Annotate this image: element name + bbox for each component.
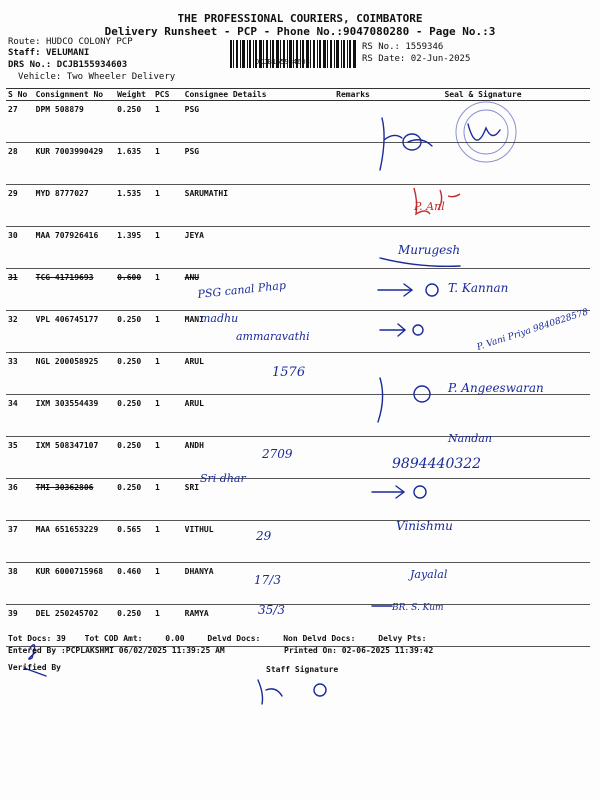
cell-pcs: 1 xyxy=(153,605,183,647)
cell-weight: 0.250 xyxy=(115,353,153,395)
cell-consignee: ARUL xyxy=(183,353,334,395)
tot-cod-label: Tot COD Amt: xyxy=(84,634,143,643)
printed-on: Printed On: 02-06-2025 11:39:42 xyxy=(284,646,434,655)
cell-consignee: DHANYA xyxy=(183,563,334,605)
cell-consignment: NGL 200058925 xyxy=(34,353,115,395)
staff-signature-label: Staff Signature xyxy=(266,665,339,674)
cell-weight: 0.600 xyxy=(115,269,153,311)
cell-weight: 0.250 xyxy=(115,311,153,353)
arrow-mark xyxy=(378,284,412,296)
signature-mark xyxy=(414,486,426,498)
col-sno: S No xyxy=(6,89,34,101)
cell-consignee: SARUMATHI xyxy=(183,185,334,227)
cell-consignment: MYD 8777027 xyxy=(34,185,115,227)
cell-weight: 1.395 xyxy=(115,227,153,269)
vehicle-value: Two Wheeler Delivery xyxy=(66,72,176,82)
cell-sno: 35 xyxy=(6,437,34,479)
cell-sno: 30 xyxy=(6,227,34,269)
signature-mark xyxy=(414,386,430,402)
tot-cod-value: 0.00 xyxy=(165,634,185,643)
hand-r31b: T. Kannan xyxy=(448,281,509,295)
hand-r39b: BR. S. Kum xyxy=(392,603,444,613)
route-label: Route: xyxy=(8,37,41,47)
cell-pcs: 1 xyxy=(153,395,183,437)
hand-r37b: Vinishmu xyxy=(396,519,453,533)
cell-weight: 0.250 xyxy=(115,605,153,647)
seal-stamp xyxy=(456,102,516,162)
hand-r38: 17/3 xyxy=(254,573,281,587)
tot-docs-value: 39 xyxy=(56,634,66,643)
hand-r29: P. Anl xyxy=(414,200,445,213)
staff-label: Staff: xyxy=(8,48,41,58)
cell-pcs: 1 xyxy=(153,101,183,143)
cell-consignee: MANI xyxy=(183,311,334,353)
cell-sno: 31 xyxy=(6,269,34,311)
cell-weight: 0.250 xyxy=(115,395,153,437)
arrow-mark xyxy=(380,324,405,336)
cell-weight: 0.250 xyxy=(115,479,153,521)
hand-r35c: 9894440322 xyxy=(392,456,482,472)
verified-by: Verified By xyxy=(8,663,61,672)
cell-consignment: VPL 406745177 xyxy=(34,311,115,353)
cell-consignee: ANDH xyxy=(183,437,334,479)
hand-r33b: P. Angeeswaran xyxy=(448,381,544,395)
rs-no-label: RS No.: xyxy=(362,42,400,52)
cell-sno: 38 xyxy=(6,563,34,605)
cell-pcs: 1 xyxy=(153,227,183,269)
col-weight: Weight xyxy=(115,89,153,101)
cell-consignment: TMI 30362806 xyxy=(34,479,115,521)
cell-consignee: ARUL xyxy=(183,395,334,437)
cell-pcs: 1 xyxy=(153,143,183,185)
signature-mark xyxy=(426,284,438,296)
cell-weight: 0.460 xyxy=(115,563,153,605)
col-remarks: Remarks xyxy=(334,89,376,101)
cell-pcs: 1 xyxy=(153,353,183,395)
cell-consignment: KUR 6000715968 xyxy=(34,563,115,605)
signature-mark xyxy=(258,680,282,704)
cell-pcs: 1 xyxy=(153,479,183,521)
barcode-number: DCJB155934603 xyxy=(255,58,310,66)
hand-r38b: Jayalal xyxy=(410,568,448,581)
signature-mark xyxy=(413,325,423,335)
cell-weight: 0.250 xyxy=(115,101,153,143)
hand-r35a: Nandan xyxy=(448,432,492,445)
cell-weight: 1.535 xyxy=(115,185,153,227)
cell-sno: 34 xyxy=(6,395,34,437)
rs-no-value: 1559346 xyxy=(405,42,444,52)
cell-weight: 1.635 xyxy=(115,143,153,185)
cell-consignee: JEYA xyxy=(183,227,334,269)
staff-value: VELUMANI xyxy=(45,48,90,58)
cell-pcs: 1 xyxy=(153,311,183,353)
cell-consignment: MAA 651653229 xyxy=(34,521,115,563)
hand-r32a: madhu xyxy=(200,312,239,325)
cell-sno: 28 xyxy=(6,143,34,185)
cell-consignee: SRI xyxy=(183,479,334,521)
vehicle-label: Vehicle: xyxy=(18,72,62,82)
col-pcs: PCS xyxy=(153,89,183,101)
rs-date-label: RS Date: xyxy=(362,54,406,64)
cell-pcs: 1 xyxy=(153,185,183,227)
cell-sno: 37 xyxy=(6,521,34,563)
drs-value: DCJB155934603 xyxy=(56,60,128,70)
cell-consignment: TCG 41719693 xyxy=(34,269,115,311)
cell-consignee: PSG xyxy=(183,143,334,185)
col-consignment: Consignment No xyxy=(34,89,115,101)
cell-sno: 32 xyxy=(6,311,34,353)
cell-consignee: VITHUL xyxy=(183,521,334,563)
hand-r35b: 2709 xyxy=(262,447,293,461)
hand-r39: 35/3 xyxy=(258,603,285,617)
delvd-label: Delvd Docs: xyxy=(207,634,261,643)
company-title: THE PROFESSIONAL COURIERS, COIMBATORE xyxy=(177,12,423,25)
route-value: HUDCO COLONY PCP xyxy=(45,37,133,47)
hand-r31: PSG canal Phap xyxy=(196,278,287,301)
delvy-pts-label: Delvy Pts: xyxy=(378,634,427,643)
cell-consignment: IXM 508347107 xyxy=(34,437,115,479)
cell-sno: 33 xyxy=(6,353,34,395)
cell-sno: 29 xyxy=(6,185,34,227)
drs-label: DRS No.: xyxy=(8,60,52,70)
cell-consignment: DEL 250245702 xyxy=(34,605,115,647)
cell-consignment: DPM 508879 xyxy=(34,101,115,143)
cell-sno: 39 xyxy=(6,605,34,647)
hand-r36: Sri dhar xyxy=(200,472,246,485)
tot-docs-label: Tot Docs: xyxy=(8,634,52,643)
col-consignee: Consignee Details xyxy=(183,89,334,101)
cell-consignee: RAMYA xyxy=(183,605,334,647)
cell-sno: 27 xyxy=(6,101,34,143)
cell-consignment: KUR 7003990429 xyxy=(34,143,115,185)
cell-sno: 36 xyxy=(6,479,34,521)
signature-mark xyxy=(380,118,402,170)
cell-weight: 0.565 xyxy=(115,521,153,563)
signature-mark xyxy=(380,258,460,266)
cell-pcs: 1 xyxy=(153,269,183,311)
hand-r32c: P. Vani Priya 9840828578 xyxy=(475,307,590,353)
col-seal: Seal & Signature xyxy=(376,89,590,101)
hand-r30: Murugesh xyxy=(398,243,461,257)
cell-pcs: 1 xyxy=(153,563,183,605)
totals-line xyxy=(8,634,426,643)
hand-r37: 29 xyxy=(256,529,272,543)
cell-consignee: ANU xyxy=(183,269,334,311)
signature-mark xyxy=(468,124,500,140)
cell-consignment: MAA 707926416 xyxy=(34,227,115,269)
hand-r33: 1576 xyxy=(272,365,306,380)
runsheet-subtitle: Delivery Runsheet - PCP - Phone No.:9047080280 - Page No.:3 xyxy=(104,25,496,38)
non-delvd-label: Non Delvd Docs: xyxy=(283,634,356,643)
cell-consignee: PSG xyxy=(183,101,334,143)
cell-pcs: 1 xyxy=(153,437,183,479)
signature-mark xyxy=(314,684,326,696)
arrow-mark xyxy=(372,486,404,498)
cell-pcs: 1 xyxy=(153,521,183,563)
entered-by: Entered By :PCPLAKSHMI 06/02/2025 11:39:25 AM xyxy=(8,646,225,655)
signature-mark xyxy=(378,378,383,422)
signature-mark xyxy=(403,134,421,150)
rs-date-value: 02-Jun-2025 xyxy=(410,54,471,64)
hand-r32b: ammaravathi xyxy=(236,330,310,343)
cell-consignment: IXM 303554439 xyxy=(34,395,115,437)
cell-weight: 0.250 xyxy=(115,437,153,479)
